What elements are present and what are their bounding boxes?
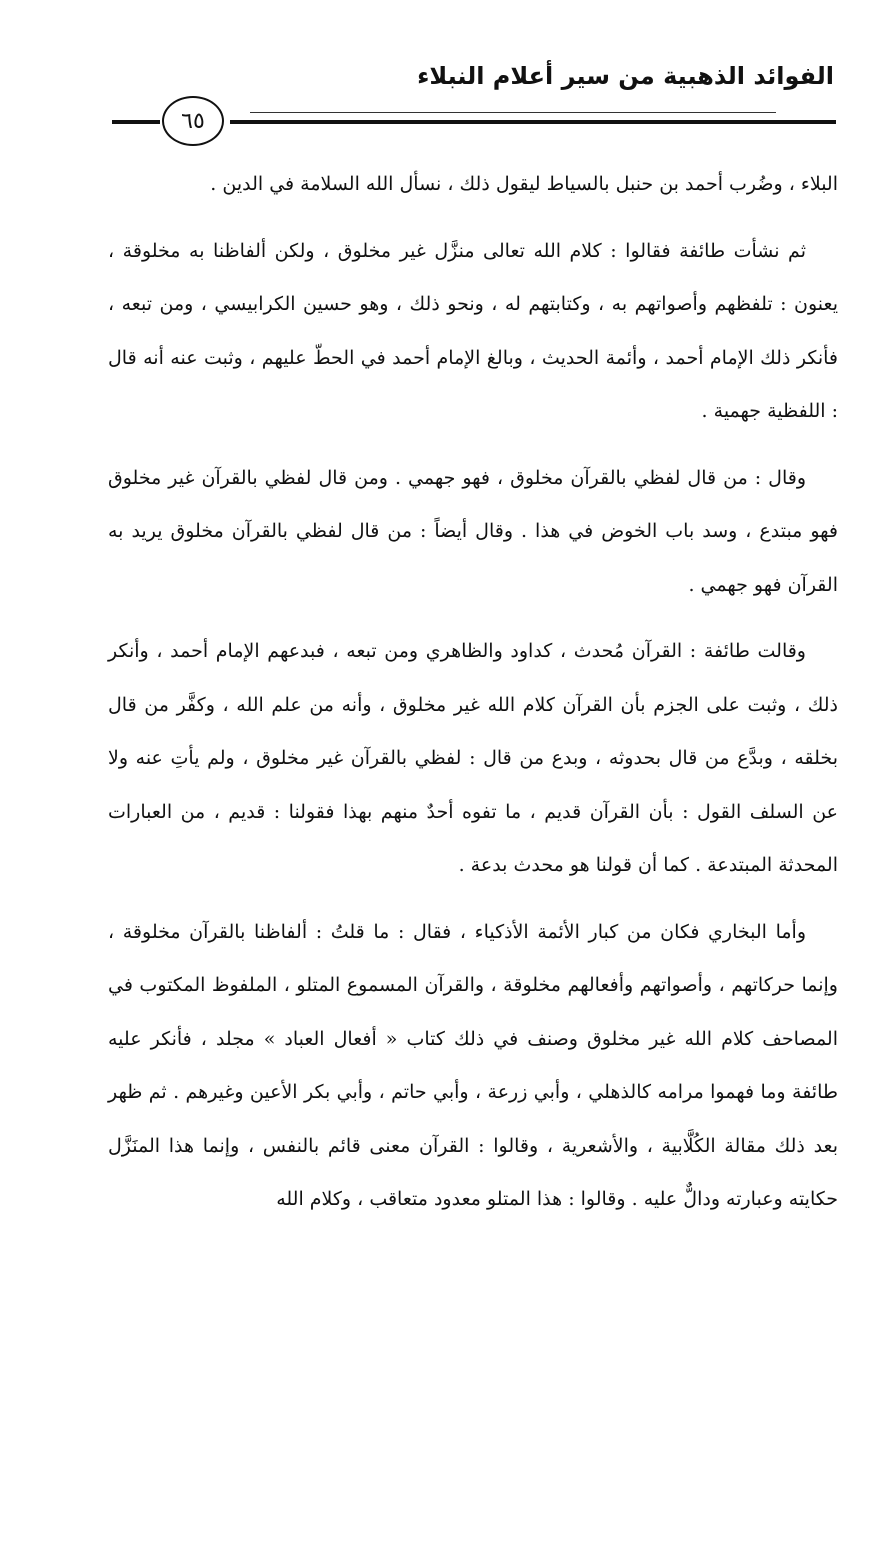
header-thin-rule xyxy=(250,112,776,113)
header-rule xyxy=(230,120,836,124)
paragraph-4: وقالت طائفة : القرآن مُحدث ، كداود والظاهري ومن تبعه ، فبدعهم الإمام أحمد ، وأنكر ذلك ، وثبت على الجزم بأن القرآن كلام الله غير مخلوق ، وأنه من علم الله ، وكفَّر من قال بخلقه ، وبدَّع من قال بحدوثه ، وبدع من قال : لفظي بالقرآن غير مخلوق ، ولم يأتِ عنه ولا عن السلف القول : بأن القرآن قديم ، ما تفوه أحدٌ منهم بهذا فقولنا : قديم ، من العبارات المحدثة المبتدعة . كما أن قولنا هو محدث بدعة . xyxy=(108,640,838,876)
paragraph-2: ثم نشأت طائفة فقالوا : كلام الله تعالى منزَّل غير مخلوق ، ولكن ألفاظنا به مخلوقة ، يعنون : تلفظهم وأصواتهم به ، وكتابتهم له ، ونحو ذلك ، وهو حسين الكرابيسي ، ومن تبعه ، فأنكر ذلك الإمام أحمد ، وأئمة الحديث ، وبالغ الإمام أحمد في الحطّ عليهم ، وثبت عنه أنه قال : اللفظية جهمية . xyxy=(108,239,838,422)
running-title: الفوائد الذهبية من سير أعلام النبلاء xyxy=(417,62,834,90)
paragraph-1: البلاء ، وضُرب أحمد بن حنبل بالسياط ليقول ذلك ، نسأل الله السلامة في الدين . xyxy=(210,173,838,195)
header-rule-left xyxy=(112,120,160,124)
paragraph-5: وأما البخاري فكان من كبار الأئمة الأذكياء ، فقال : ما قلتُ : ألفاظنا بالقرآن مخلوقة ، وإنما حركاتهم ، وأصواتهم وأفعالهم مخلوقة ، والقرآن المسموع المتلو ، الملفوظ المكتوب في المصاحف كلام الله غير مخلوق وصنف في ذلك كتاب « أفعال العباد » مجلد ، فأنكر عليه طائفة وما فهموا مرامه كالذهلي ، وأبي زرعة ، وأبي حاتم ، وأبي بكر الأعين وغيرهم . ثم ظهر بعد ذلك مقالة الكُلَّابية ، والأشعرية ، وقالوا : القرآن معنى قائم بالنفس ، وإنما هذا المنَزَّل حكايته وعبارته ودالٌّ عليه . وقالوا : هذا المتلو معدود متعاقب ، وكلام الله xyxy=(108,920,838,1210)
paragraph-3: وقال : من قال لفظي بالقرآن مخلوق ، فهو جهمي . ومن قال لفظي بالقرآن غير مخلوق فهو مبتدع ، وسد باب الخوض في هذا . وقال أيضاً : من قال لفظي بالقرآن مخلوق يريد به القرآن فهو جهمي . xyxy=(108,466,838,596)
page-number: ٦٥ xyxy=(162,96,224,146)
body-text xyxy=(108,158,838,1240)
